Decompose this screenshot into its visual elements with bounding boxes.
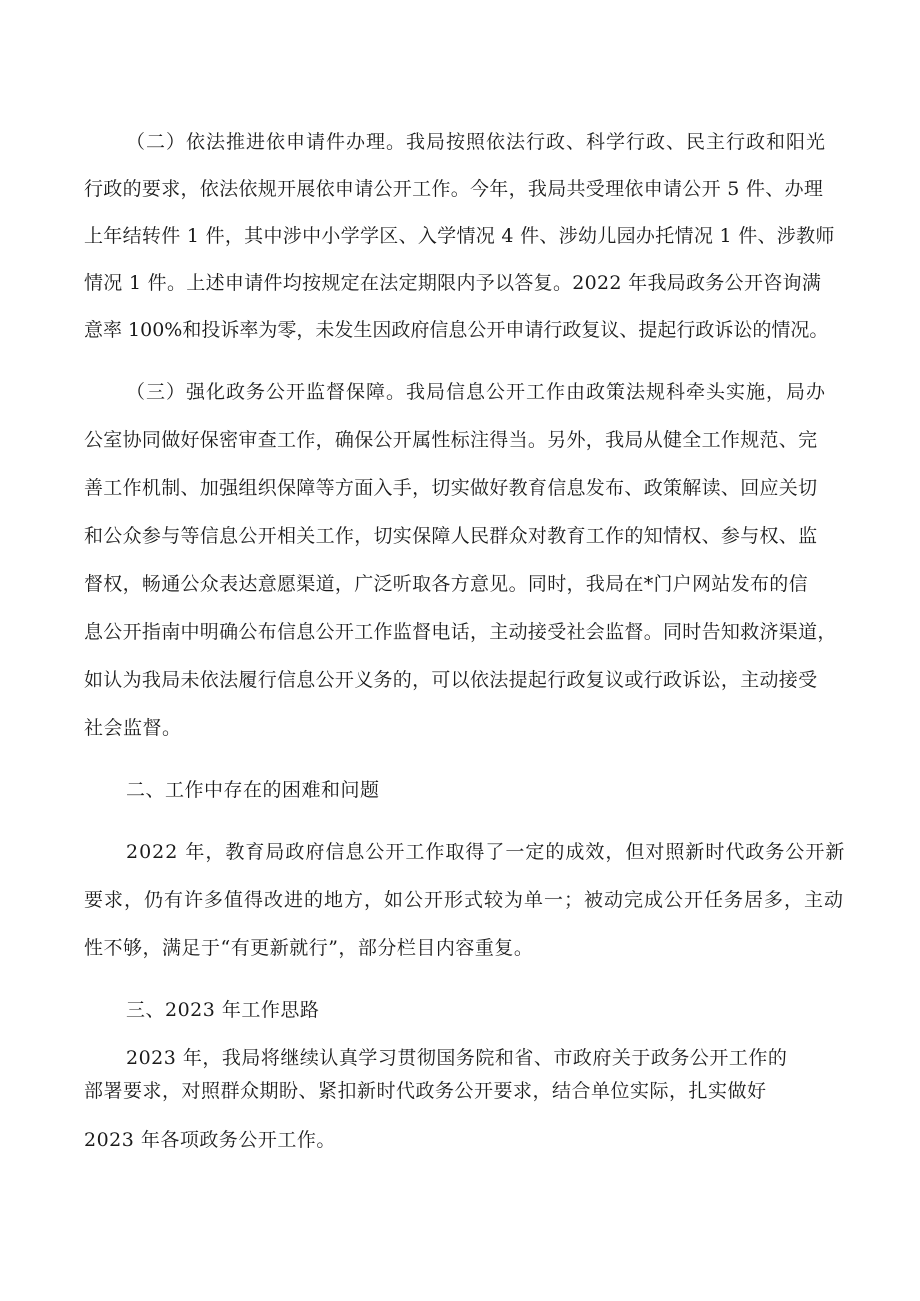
paragraph-1-line-4: 情况 1 件。上述申请件均按规定在法定期限内予以答复。2022 年我局政务公开咨询满 <box>84 272 822 294</box>
paragraph-3-line-2: 要求，仍有许多值得改进的地方，如公开形式较为单一；被动完成公开任务居多，主动 <box>84 889 845 911</box>
paragraph-2-line-4: 和公众参与等信息公开相关工作，切实保障人民群众对教育工作的知情权、参与权、监 <box>84 525 818 547</box>
paragraph-4-line-3: 2023 年各项政务公开工作。 <box>84 1129 336 1151</box>
paragraph-4-line-2: 部署要求，对照群众期盼、紧扣新时代政务公开要求，结合单位实际，扎实做好 <box>84 1080 767 1102</box>
paragraph-2-line-6: 息公开指南中明确公布信息公开工作监督电话，主动接受社会监督。同时告知救济渠道， <box>84 621 837 643</box>
section-heading-2: 二、工作中存在的困难和问题 <box>126 779 380 801</box>
paragraph-1-line-2: 行政的要求，依法依规开展依申请公开工作。今年，我局共受理依申请公开 5 件、办理 <box>84 178 824 200</box>
paragraph-2-line-8: 社会监督。 <box>84 717 182 739</box>
paragraph-2-line-1: （三）强化政务公开监督保障。我局信息公开工作由政策法规科牵头实施，局办 <box>126 381 827 403</box>
paragraph-3-line-1: 2022 年，教育局政府信息公开工作取得了一定的成效，但对照新时代政务公开新 <box>126 841 846 863</box>
paragraph-2-line-7: 如认为我局未依法履行信息公开义务的，可以依法提起行政复议或行政诉讼，主动接受 <box>84 669 818 691</box>
paragraph-1-line-1: （二）依法推进依申请件办理。我局按照依法行政、科学行政、民主行政和阳光 <box>126 131 827 153</box>
paragraph-3-line-3: 性不够，满足于“有更新就行”，部分栏目内容重复。 <box>84 937 534 959</box>
paragraph-2-line-5: 督权，畅通公众表达意愿渠道，广泛听取各方意见。同时，我局在*门户网站发布的信 <box>84 573 808 595</box>
paragraph-2-line-2: 公室协同做好保密审查工作，确保公开属性标注得当。另外，我局从健全工作规范、完 <box>84 429 818 451</box>
paragraph-2-line-3: 善工作机制、加强组织保障等方面入手，切实做好教育信息发布、政策解读、回应关切 <box>84 477 818 499</box>
paragraph-1-line-5: 意率 100%和投诉率为零，未发生因政府信息公开申请行政复议、提起行政诉讼的情况。 <box>84 319 829 341</box>
paragraph-4-line-1: 2023 年，我局将继续认真学习贯彻国务院和省、市政府关于政务公开工作的 <box>126 1047 788 1069</box>
section-heading-3: 三、2023 年工作思路 <box>126 999 320 1021</box>
paragraph-1-line-3: 上年结转件 1 件，其中涉中小学学区、入学情况 4 件、涉幼儿园办托情况 1 件、涉教师 <box>84 225 835 247</box>
